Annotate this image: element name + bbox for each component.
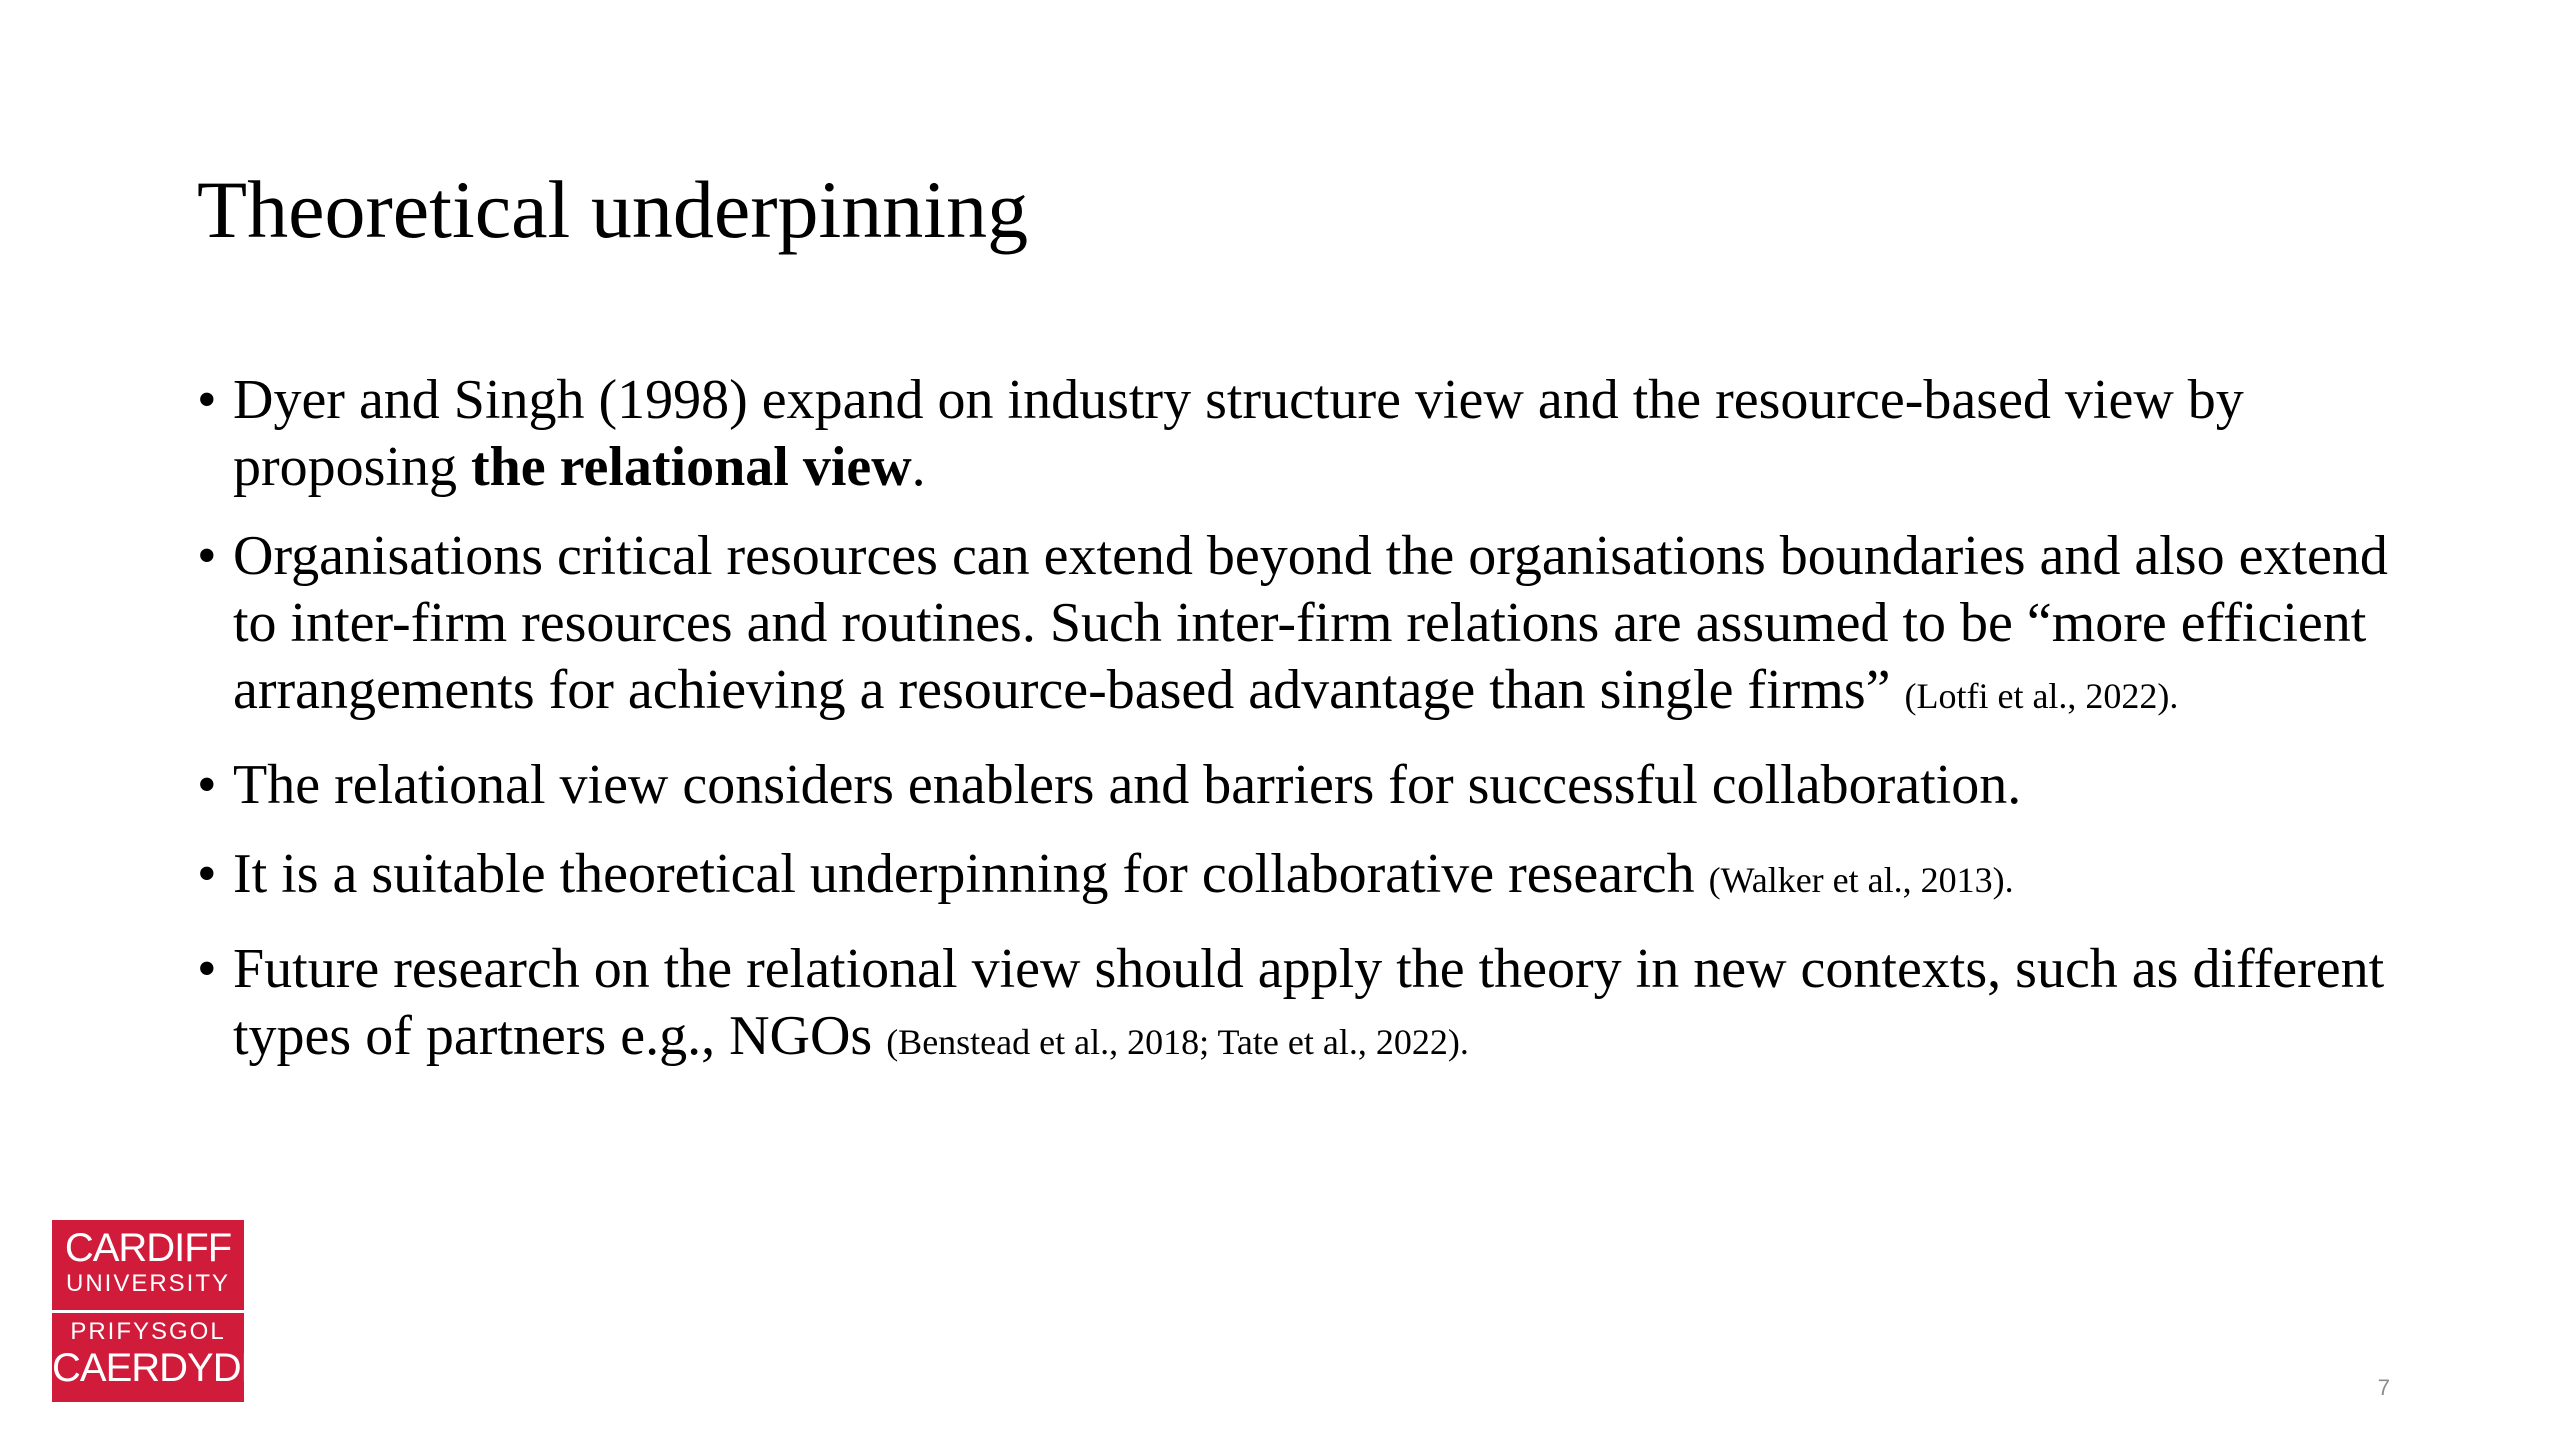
bullet-text: Dyer and Singh (1998) expand on industry structure view and the resource-based view by proposing (233, 369, 2244, 498)
bullet-citation: (Walker et al., 2013). (1708, 860, 2014, 900)
bullet-list (197, 367, 2427, 1098)
bullet-marker: • (197, 525, 217, 587)
bullet-marker: • (197, 938, 217, 1000)
bullet-citation: (Benstead et al., 2018; Tate et al., 2022). (886, 1022, 1469, 1062)
bullet-citation: (Lotfi et al., 2022). (1904, 676, 2179, 716)
bullet-text: Organisations critical resources can extend beyond the organisations boundaries and also extend to inter-firm resources and routines. Such inter-firm relations are assumed to be “more efficient arrangements for achieving a resource-based advantage than single firms” (233, 525, 2388, 721)
logo-english (52, 1226, 244, 1298)
bullet-text: It is a suitable theoretical underpinning for collaborative research (233, 843, 1709, 905)
bullet-text-end: . (911, 436, 926, 498)
page-number: 7 (2377, 1375, 2390, 1400)
logo-welsh (52, 1318, 269, 1390)
logo-line-prifysgol: PRIFYSGOL (70, 1318, 226, 1345)
bullet-item (197, 752, 2427, 819)
logo-divider (52, 1310, 244, 1313)
bullet-text: The relational view considers enablers and barriers for successful collaboration. (233, 754, 2022, 816)
bullet-emphasis: the relational view (471, 436, 912, 498)
bullet-marker: • (197, 754, 217, 816)
bullet-marker: • (197, 843, 217, 905)
bullet-marker: • (197, 369, 217, 431)
bullet-item (197, 367, 2427, 501)
bullet-item (197, 936, 2427, 1076)
logo-line-university: UNIVERSITY (65, 1270, 231, 1297)
logo-line-cardiff: CARDIFF (64, 1226, 232, 1270)
slide-title: Theoretical underpinning (197, 164, 1029, 255)
cardiff-university-logo (52, 1220, 269, 1402)
bullet-item (197, 841, 2427, 914)
bullet-text: Future research on the relational view should apply the theory in new contexts, such as different types of partners e.g., NGOs (233, 938, 2385, 1067)
logo-line-caerdydd: CAERDYDD (52, 1346, 269, 1390)
bullet-item (197, 523, 2427, 730)
